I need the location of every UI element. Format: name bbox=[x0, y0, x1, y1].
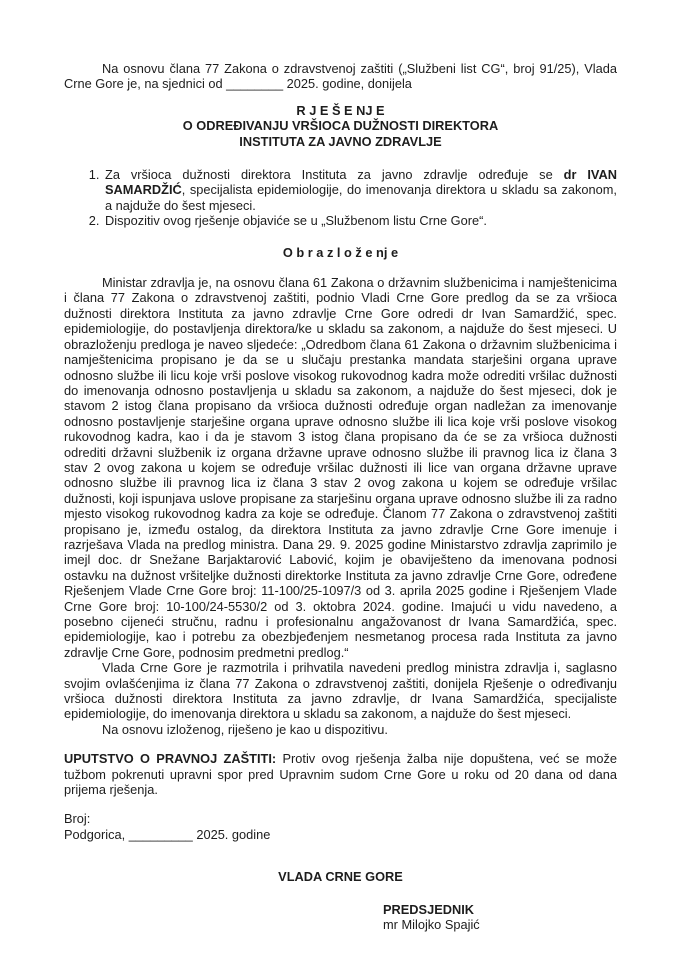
explanation-heading: O b r a z l o ž e nj e bbox=[282, 244, 399, 260]
legal-remedy-text: Protiv ovog rješenja žalba nije dopuštena, već se može tužbom pokrenuti upravni spor pred Upravnim sudom Crne Gore u roku od 20 dana od dana prijema rješenja. bbox=[64, 751, 617, 798]
legal-remedy-paragraph bbox=[64, 751, 617, 797]
item-1-text-pre: Za vršioca dužnosti direktora Instituta za javno zdravlje određuje se bbox=[105, 167, 564, 183]
title-line-3: INSTITUTA ZA JAVNO ZDRAVLJE bbox=[239, 133, 442, 149]
item-1-appointee-name: dr IVAN SAMARDŽIĆ bbox=[105, 167, 617, 198]
intro-paragraph: Na osnovu člana 77 Zakona o zdravstvenoj zaštiti („Službeni list CG“, broj 91/25), Vlada Crne Gore je, na sjednici od ________ 2025. godine, donijela bbox=[64, 61, 617, 92]
title-line-2: O ODREĐIVANJU VRŠIOCA DUŽNOSTI DIREKTORA bbox=[182, 118, 499, 134]
explanation-paragraph-1: Ministar zdravlja je, na osnovu člana 61 Zakona o državnim službenicima i namještenicima i člana 77 Zakona o zdravstvenoj zaštiti, podnio Vladi Crne Gore predlog da se za vršioca dužnosti direktora Instituta za javno zdravlje Crne Gore odredi dr Ivan Samardžić, spec. epidemiologije, do postavljenja direktora/ke u skladu sa zakonom, a najduže do šest mjeseci. U obrazloženju predloga je naveo sljedeće: „Odredbom člana 61 Zakona o državnim službenicima i namještenicima propisano je da se u slučaju prestanka mandata starješini organa uprave odnosno službe ili licu koje vrši poslove visokog rukovodnog kadra može odrediti vršilac dužnosti do imenovanja odnosno postavljenja u skladu sa zakonom, a najduže do šest mjeseci, dok je stavom 2 istog člana propisano da vršioca dužnosti određuje organ nadležan za imenovanje odnosno postavljenje starješine organa uprave odnosno službe ili lica koje vrši poslove visokog rukovodnog kadra, kao i da je stavom 3 istog člana propisano da će se za vršioca dužnosti odrediti državni službenik iz organa državne uprave odnosno službe ili pravnog lica iz člana 3 stav 2 ovog zakona u kojem se određuje vršilac dužnosti ili lice van organa državne uprave odnosno službe ili pravnog lica iz člana 3 stav 2 ovog zakona u kojem se određuje vršilac dužnosti, koji ispunjava uslove propisane za starješinu organa uprave odnosno službe ili za radno mjesto visokog rukovodnog kadra za koje se određuje. Članom 77 Zakona o zdravstvenoj zaštiti propisano je, između ostalog, da direktora Instituta za javno zdravlje Crne Gore imenuje i razrješava Vlada na predlog ministra. Dana 29. 9. 2025 godine Ministarstvo zdravlja zaprimilo je imejl doc. dr Snežane Barjaktarović Labović, kojim je obaviješteno da imenovana podnosi ostavku na dužnost vršiteljke dužnosti direktorke Instituta za javno zdravlje Crne Gore, određene Rješenjem Vlade Crne Gore broj: 11-100/25-1097/3 od 3. aprila 2025 godine i Rješenjem Vlade Crne Gore broj: 10-100/24-5530/2 od 3. oktobra 2024. godine. Imajući u vidu navedeno, a posebno cijeneći stručnu, radnu i profesionalnu angažovanost dr Ivana Samardžića, spec. epidemiologije, kao i potrebu za obezbjeđenjem nesmetanog procesa rada Instituta za javno zdravlje Crne Gore, podnosim predmetni predlog.“ bbox=[64, 275, 617, 660]
title-line-1: R J E Š E NJ E bbox=[296, 102, 385, 118]
signature-block bbox=[383, 902, 617, 933]
dispositive-item-1 bbox=[103, 167, 617, 213]
explanation-paragraph-2: Vlada Crne Gore je razmotrila i prihvatila navedeni predlog ministra zdravlja i, saglasno svojim ovlašćenjima iz člana 77 Zakona o zdravstvenoj zaštiti, donijela Rješenje o određivanju vršioca dužnosti direktora Instituta za javno zdravlje, dr Ivana Samardžića, specijaliste epidemiologije, do imenovanja direktora u skladu sa zakonom, a najduže do šest mjeseci. bbox=[64, 660, 617, 722]
signatory-title: PREDSJEDNIK bbox=[383, 901, 475, 917]
government-name: VLADA CRNE GORE bbox=[278, 869, 403, 885]
item-1-text-post: , specijalista epidemiologije, do imenovanja direktora u skladu sa zakonom, a najduže do šest mjeseci. bbox=[105, 182, 617, 213]
dispositive-item-2: 2. Dispozitiv ovog rješenje objaviće se u „Službenom listu Crne Gore“. bbox=[103, 213, 617, 228]
place-date-line: Podgorica, _________ 2025. godine bbox=[64, 826, 271, 842]
reference-block bbox=[64, 811, 617, 842]
signatory-name: mr Milojko Spajić bbox=[383, 917, 480, 933]
dispositive-list bbox=[64, 167, 617, 229]
document-title bbox=[64, 103, 617, 149]
number-line: Broj: bbox=[64, 811, 91, 827]
legal-remedy-label: UPUTSTVO O PRAVNOJ ZAŠTITI: bbox=[64, 751, 277, 767]
explanation-paragraph-3: Na osnovu izloženog, riješeno je kao u dispozitivu. bbox=[102, 721, 388, 737]
